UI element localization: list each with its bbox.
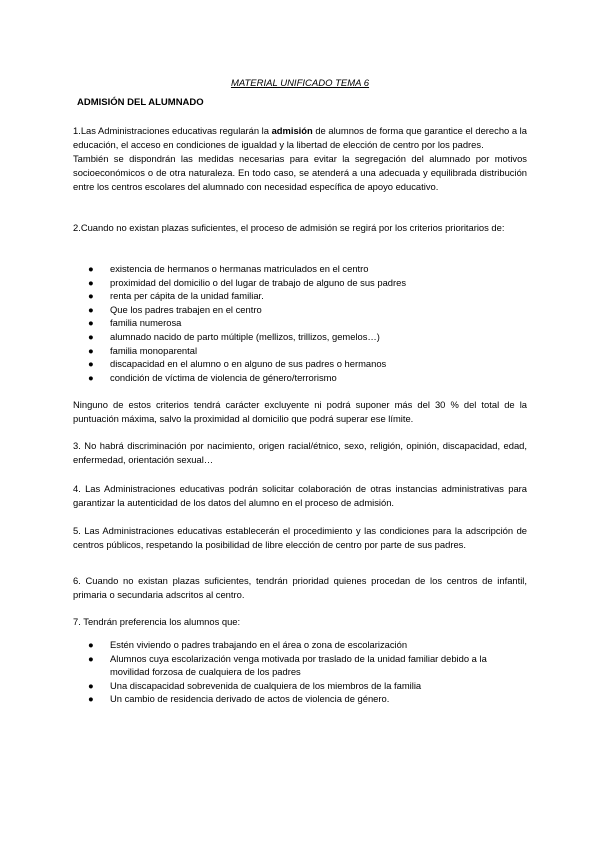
preference-item-text: Estén viviendo o padres trabajando en el área o zona de escolarización: [110, 639, 408, 650]
criteria-item-text: renta per cápita de la unidad familiar.: [110, 290, 264, 302]
criteria-item-text: familia numerosa: [110, 317, 182, 329]
list-item: [88, 357, 528, 371]
list-item: [88, 276, 528, 290]
paragraph-5: 5. Las Administraciones educativas establecerán el procedimiento y las condiciones para la adscripción de centros públicos, respetando la posibilidad de libre elección de centro por parte de sus padres.: [73, 525, 527, 550]
bullet-icon: ●: [88, 652, 94, 664]
list-item: [88, 344, 528, 358]
paragraph-1: [73, 124, 527, 194]
criteria-item-text: alumnado nacido de parto múltiple (mellizos, trillizos, gemelos…): [110, 330, 380, 342]
preference-item-text: Una discapacidad sobrevenida de cualquiera de los miembros de la familia: [110, 679, 422, 691]
criteria-item-text: familia monoparental: [110, 344, 198, 356]
list-item: [88, 289, 528, 303]
criteria-item-text: discapacidad en el alumno o en alguno de sus padres o hermanos: [110, 358, 387, 370]
page-title: MATERIAL UNIFICADO TEMA 6: [230, 78, 370, 89]
bullet-icon: ●: [88, 290, 94, 302]
bullet-icon: ●: [88, 330, 94, 342]
section-heading: ADMISIÓN DEL ALUMNADO: [77, 97, 204, 108]
paragraph-6: 6. Cuando no existan plazas suficientes, tendrán prioridad quienes procedan de los centros de infantil, primaria o secundaria adscritos al centro.: [73, 575, 527, 600]
criteria-list: [88, 262, 528, 384]
paragraph-1-bold: admisión: [271, 125, 313, 136]
criteria-item-text: condición de víctima de violencia de género/terrorismo: [110, 371, 337, 383]
bullet-icon: ●: [88, 303, 94, 315]
criteria-item-text: existencia de hermanos o hermanas matriculados en el centro: [110, 263, 369, 274]
paragraph-ninguno: Ninguno de estos criterios tendrá carácter excluyente ni podrá suponer más del 30 % del total de la puntuación máxima, salvo la proximidad al domicilio que podrá superar ese límite.: [73, 399, 527, 424]
paragraph-3: 3. No habrá discriminación por nacimiento, origen racial/étnico, sexo, religión, opinión, discapacidad, edad, enfermedad, orientación sexual…: [73, 440, 527, 465]
paragraph-2: 2.Cuando no existan plazas suficientes, el proceso de admisión se regirá por los criterios prioritarios de:: [73, 222, 505, 233]
list-item: [88, 316, 528, 330]
bullet-icon: ●: [88, 693, 94, 705]
list-item: [88, 262, 528, 276]
bullet-icon: ●: [88, 371, 94, 383]
preference-item-text: Un cambio de residencia derivado de actos de violencia de género.: [110, 693, 390, 705]
paragraph-1-second: También se dispondrán las medidas necesarias para evitar la segregación del alumnado por motivos socioeconómicos o de otra naturaleza. En todo caso, se atenderá a una adecuada y equilibrada distribución entre los centros escolares del alumnado con necesidad específica de apoyo educativo.: [73, 153, 527, 192]
criteria-item-text: proximidad del domicilio o del lugar de trabajo de alguno de sus padres: [110, 276, 407, 288]
bullet-icon: ●: [88, 358, 94, 370]
list-item: [88, 330, 528, 344]
preference-item-text: Alumnos cuya escolarización venga motivada por traslado de la unidad familiar debido a la movilidad forzosa de cualquiera de los padres: [110, 652, 487, 678]
list-item: [88, 652, 528, 679]
criteria-item-text: Que los padres trabajen en el centro: [110, 303, 262, 315]
paragraph-1-pre: 1.Las Administraciones educativas regularán la: [73, 125, 272, 136]
list-item: [88, 638, 528, 652]
bullet-icon: ●: [88, 344, 94, 356]
list-item: [88, 692, 528, 706]
paragraph-7: 7. Tendrán preferencia los alumnos que:: [73, 616, 241, 627]
bullet-icon: ●: [88, 276, 94, 288]
list-item: [88, 679, 528, 693]
paragraph-4: 4. Las Administraciones educativas podrán solicitar colaboración de otras instancias administrativas para garantizar la autenticidad de los datos del alumno en el proceso de admisión.: [73, 483, 527, 508]
list-item: [88, 303, 528, 317]
preferences-list: [88, 638, 528, 706]
list-item: [88, 371, 528, 385]
paragraph-1-post: de alumnos de forma que garantice el derecho a la educación, el acceso en condiciones de igualdad y la libertad de elección de centro por los padres.: [73, 125, 527, 150]
bullet-icon: ●: [88, 317, 94, 329]
bullet-icon: ●: [88, 639, 94, 650]
bullet-icon: ●: [88, 263, 94, 274]
paragraph-1-text: [73, 124, 527, 152]
bullet-icon: ●: [88, 679, 94, 691]
